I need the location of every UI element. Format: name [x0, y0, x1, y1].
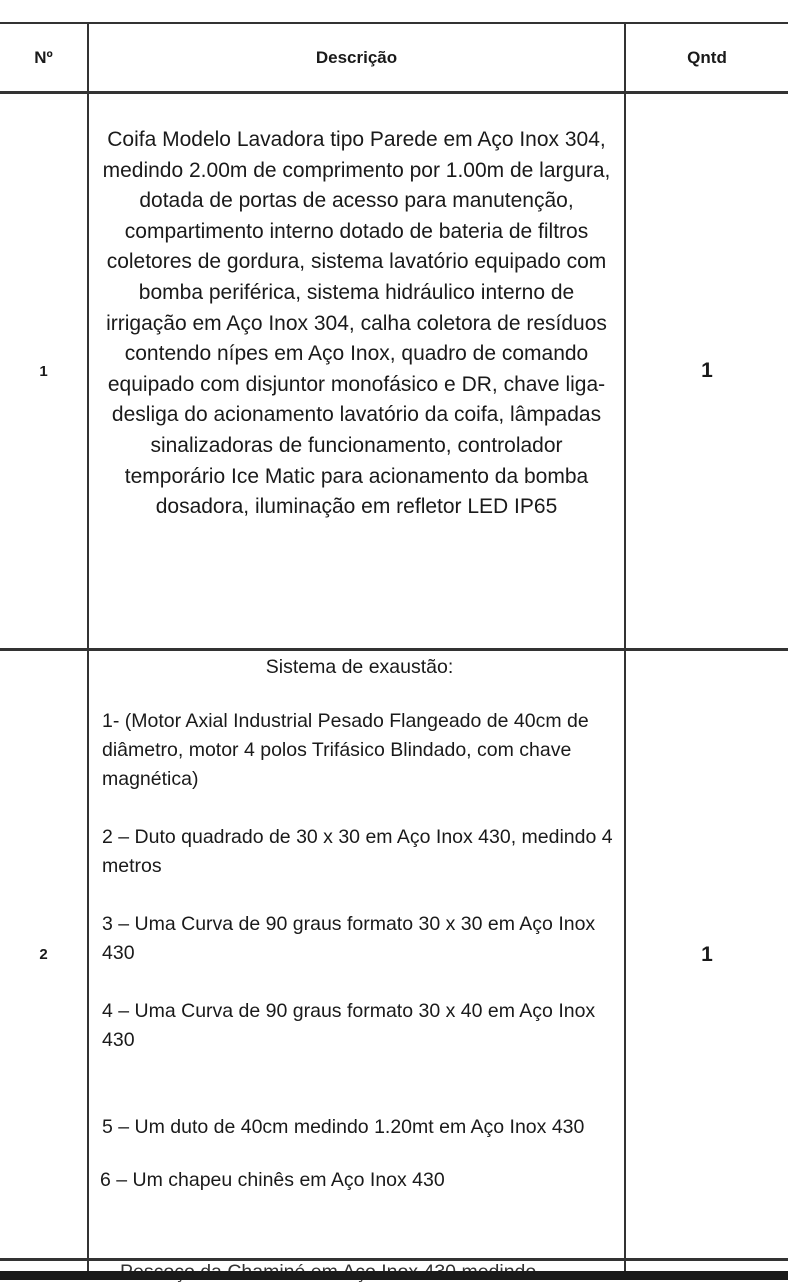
header-description: Descrição [315, 47, 398, 67]
row-2-description [102, 653, 617, 1224]
header-quantity: Qntd [687, 47, 727, 67]
row-2-item-4: 4 – Uma Curva de 90 graus formato 30 x 40 em Aço Inox 430 [102, 1000, 596, 1051]
row-1-quantity: 1 [701, 359, 713, 382]
row-2-item-6: 6 – Um chapeu chinês em Aço Inox 430 [100, 1169, 445, 1191]
row-2-item-3: 3 – Uma Curva de 90 graus formato 30 x 30 em Aço Inox 430 [102, 913, 596, 964]
row-2-quantity: 1 [701, 942, 713, 966]
row-2-item-2: 2 – Duto quadrado de 30 x 30 em Aço Inox 430, medindo 4 metros [102, 826, 613, 877]
bottom-dark-bar [0, 1271, 788, 1280]
row-2-description-title: Sistema de exaustão: [265, 656, 454, 678]
column-divider-1 [87, 22, 89, 1272]
header-number: Nº [34, 47, 53, 67]
row-1-description: Coifa Modelo Lavadora tipo Parede em Aço Inox 304, medindo 2.00m de comprimento por 1.00m de largura, dotada de portas de acesso para manutenção, compartimento interno dotado de bateria de filtros coletores de gordura, sistema lavatório equipado com bomba periférica, sistema hidráulico interno de irrigação em Aço Inox 304, calha coletora de resíduos contendo nípes em Aço Inox, quadro de comando equipado com disjuntor monofásico e DR, chave liga-desliga do acionamento lavatório da coifa, lâmpadas sinalizadoras de funcionamento, controlador temporário Ice Matic para acionamento da bomba dosadora, iluminação em refletor LED IP65 [102, 128, 611, 519]
row-2-item-5: 5 – Um duto de 40cm medindo 1.20mt em Aço Inox 430 [102, 1116, 585, 1138]
row-2-number: 2 [39, 946, 48, 963]
row-2-item-1: 1- (Motor Axial Industrial Pesado Flangeado de 40cm de diâmetro, motor 4 polos Trifásico Blindado, com chave magnética) [102, 710, 589, 790]
row-1-number: 1 [39, 362, 48, 380]
